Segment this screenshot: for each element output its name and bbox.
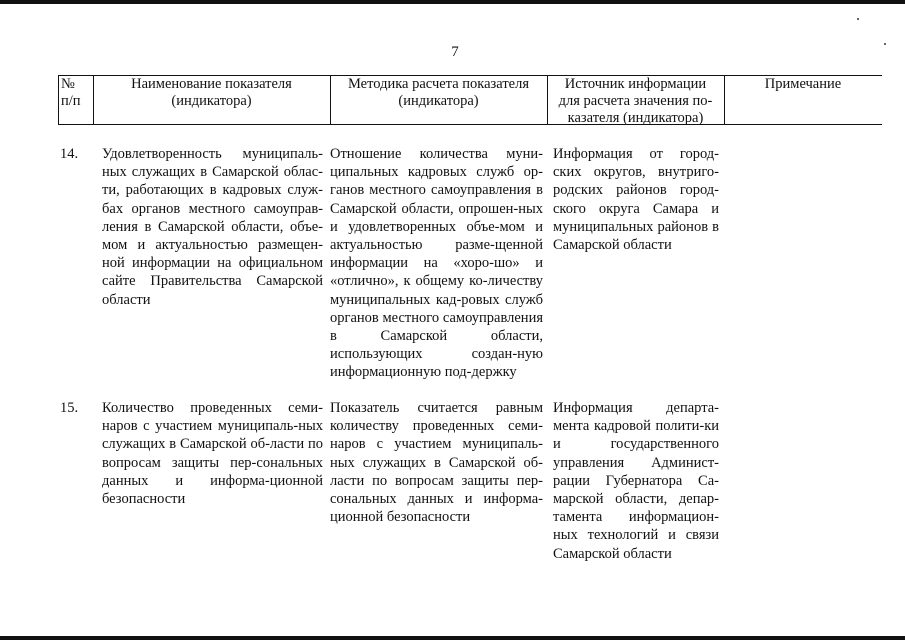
- row-indicator-name: Удовлетворенность муниципаль-ных служащих в Самарской облас-ти, работающих в кадровых служ-бах органов местного самоуправ-ления в Самарской области, объе-мом и актуальностью размещен-ной информации на официальном сайте Правительства Самарской области: [102, 146, 323, 308]
- header-source: [547, 75, 724, 125]
- row-calculation-method: Отношение количества муни-ципальных кадровых служб ор-ганов местного самоуправления в Самарской области, опрошен-ных и удовлетворенных объе-мом и актуальностью разме-щенной информации на «хоро-шо» и «отлично», к общему ко-личеству муниципальных кад-ровых служб органов местного самоуправления в Самарской области, использующих создан-ную информационную под-держку: [330, 146, 543, 381]
- header-number: [58, 75, 93, 125]
- header-name-line2: (индикатора): [171, 93, 252, 109]
- header-number-line2: п/п: [61, 93, 81, 109]
- header-number-line1: №: [61, 76, 75, 92]
- row-number: 15.: [60, 400, 79, 416]
- scan-bottom-border: [0, 636, 905, 640]
- row-indicator-name: Количество проведенных семи-наров с участием муниципаль-ных служащих в Самарской об-ласти по вопросам защиты пер-сональных данных и информа-ционной безопасности: [102, 400, 323, 508]
- scan-speck: [857, 18, 859, 20]
- header-source-line3: казателя (индикатора): [567, 110, 704, 126]
- row-information-source: Информация департа-мента кадровой полити-ки и государственного управления Админист-рации Губернатора Са-марской области, депар-тамента информацион-ных технологий и связи Самарской области: [553, 400, 719, 562]
- header-method-line1: Методика расчета показателя: [347, 76, 529, 92]
- page-number: 7: [451, 44, 459, 60]
- row-calculation-method: Показатель считается равным количеству проведенных семи-наров с участием муниципаль-ных служащих в Самарской об-ласти по вопросам защиты пер-сональных данных и информа-ционной безопасности: [330, 400, 543, 526]
- header-note-line1: Примечание: [764, 76, 842, 92]
- scan-speck: [884, 43, 886, 45]
- header-name: [93, 75, 330, 125]
- header-method: [330, 75, 547, 125]
- header-note: [724, 75, 882, 125]
- header-name-line1: Наименование показателя: [131, 76, 292, 92]
- scan-top-border: [0, 0, 905, 4]
- row-number: 14.: [60, 146, 79, 162]
- header-method-line2: (индикатора): [398, 93, 479, 109]
- header-source-line2: для расчета значения по-: [558, 93, 713, 109]
- row-information-source: Информация от город-ских округов, внутриго-родских районов город-ского округа Самара и муниципальных районов в Самарской области: [553, 146, 719, 254]
- header-source-line1: Источник информации: [564, 76, 707, 92]
